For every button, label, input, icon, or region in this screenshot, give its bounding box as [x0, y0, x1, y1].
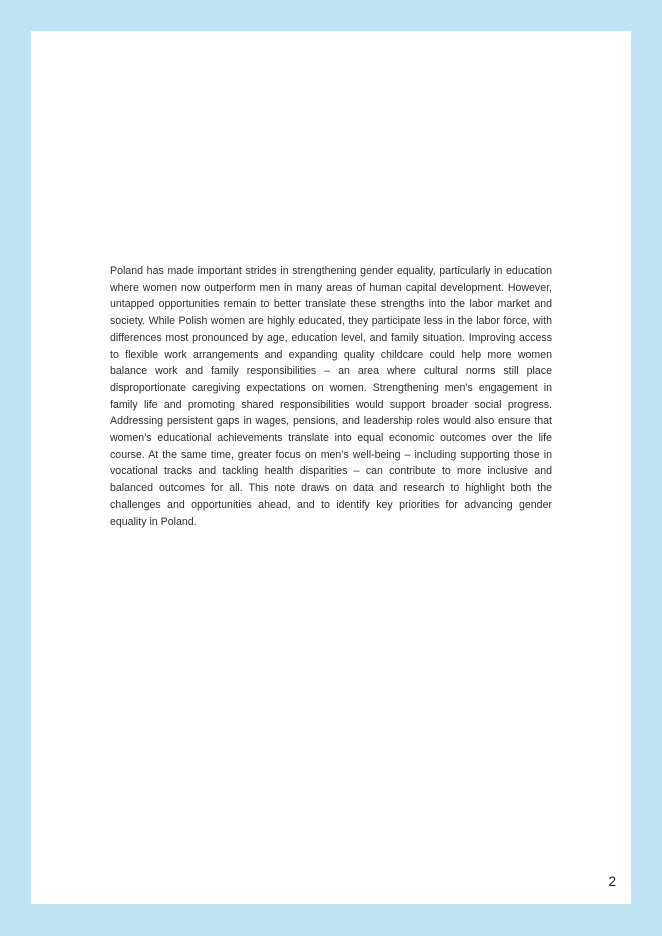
body-paragraph: Poland has made important strides in strengthening gender equality, particularly in education where women now outperform men in many areas of human capital development. However, untapped opportunities remain to better translate these strengths into the labor market and society. While Polish women are highly educated, they participate less in the labor force, with differences most pronounced by age, education level, and family situation. Improving access to flexible work arrangements and expanding quality childcare could help more women balance work and family responsibilities – an area where cultural norms still place disproportionate caregiving expectations on women. Strengthening men’s engagement in family life and promoting shared responsibilities would support broader social progress. Addressing persistent gaps in wages, pensions, and leadership roles would also ensure that women’s educational achievements translate into equal economic outcomes over the life course. At the same time, greater focus on men’s well-being – including supporting those in vocational tracks and tackling health disparities – can contribute to more inclusive and balanced outcomes for all. This note draws on data and research to highlight both the challenges and opportunities ahead, and to identify key priorities for advancing gender equality in Poland. — [110, 265, 552, 528]
document-page — [31, 31, 631, 904]
page-number: 2 — [608, 874, 616, 889]
